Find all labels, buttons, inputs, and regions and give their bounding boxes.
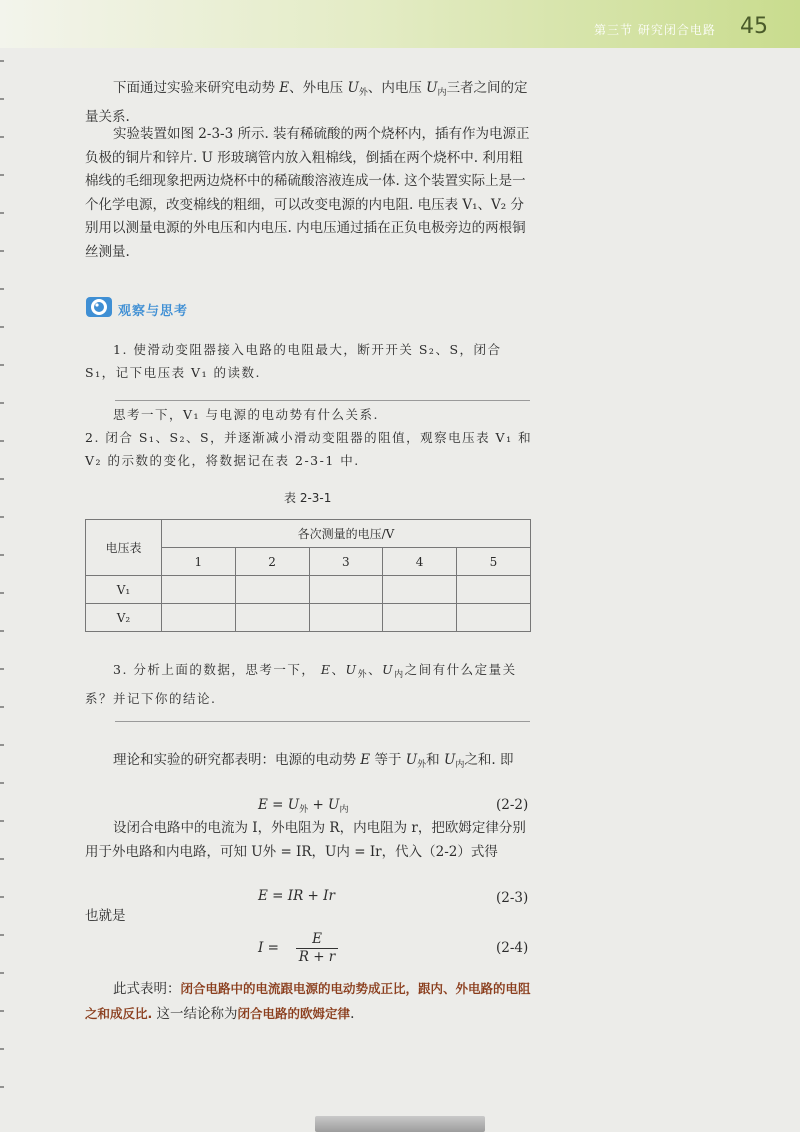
table-col-header: 2: [235, 548, 309, 576]
binding-edge: [0, 60, 4, 1100]
equation-2-3: E = IR + Ir: [258, 888, 335, 904]
table-col-header: 1: [162, 548, 236, 576]
table-group-header: 各次测量的电压/V: [162, 520, 531, 548]
question-1: 1. 使滑动变阻器接入电路的电阻最大，断开开关 S₂、S，闭合 S₁，记下电压表 V₁ 的读数.: [85, 342, 502, 380]
fraction-numerator: E: [296, 931, 338, 949]
intro-paragraph-1: 下面通过实验来研究电动势 E、外电压 $U_外$、内电压 $U_内$三者之间的定量关系.: [85, 80, 528, 125]
equation-2-4-lhs: I =: [258, 940, 279, 956]
table-col-header: 5: [457, 548, 531, 576]
header-bar: [0, 0, 800, 48]
answer-line-2: [115, 721, 530, 722]
observe-icon: [86, 295, 114, 319]
answer-line-1: [115, 400, 530, 401]
intro-paragraph-2: 实验装置如图 2-3-3 所示. 装有稀硫酸的两个烧杯内，插有作为电源正负极的铜片和锌片. U 形玻璃管内放入粗棉线，倒插在两个烧杯中. 利用粗棉线的毛细现象把两边烧杯中的稀硫酸溶液连成一体. 这个装置实际上是一个化学电源，改变棉线的粗细，可以改变电源的内电阻. 电压表 V₁、V₂ 分别用以测量电源的外电压和内电压. 内电压通过插在正负电极旁边的两根铜丝测量.: [85, 126, 530, 260]
equation-number: (2-2): [496, 797, 529, 813]
equation-2-4-fraction: [296, 931, 338, 965]
table-title: 表 2-3-1: [284, 491, 332, 505]
section-title: 第三节 研究闭合电路: [594, 23, 716, 37]
row-label: V₂: [86, 604, 162, 632]
observe-title: 观察与思考: [118, 304, 189, 319]
page-number: 45: [740, 14, 768, 39]
table-row: [86, 576, 531, 604]
equation-number: (2-4): [496, 940, 529, 956]
table-corner: 电压表: [86, 520, 162, 576]
table-col-header: 4: [383, 548, 457, 576]
equation-number: (2-3): [496, 890, 529, 906]
question-3: 3. 分析上面的数据，思考一下， E、$U_外$、$U_内$之间有什么定量关系？并记下你的结论.: [85, 662, 517, 706]
row-label: V₁: [86, 576, 162, 604]
data-table: [85, 519, 531, 632]
fraction-denominator: R + r: [298, 949, 336, 965]
footer-tab: [315, 1116, 485, 1132]
table-col-header: 3: [309, 548, 383, 576]
table-row: [86, 604, 531, 632]
equation-2-2: $E = U_外 + U_内$: [258, 797, 349, 815]
question-2: 思考一下，V₁ 与电源的电动势有什么关系. 2. 闭合 S₁、S₂、S，并逐渐减小滑动变阻器的阻值，观察电压表 V₁ 和 V₂ 的示数的变化，将数据记在表 2-3-1 中.: [85, 407, 533, 468]
conclusion-paragraph: 此式表明：闭合电路中的电流跟电源的电动势成正比，跟内、外电路的电阻之和成反比. 这一结论称为闭合电路的欧姆定律.: [85, 981, 531, 1022]
that-is-label: 也就是: [85, 908, 126, 924]
derivation-paragraph: 设闭合电路中的电流为 I，外电阻为 R，内电阻为 r，把欧姆定律分别用于外电路和内电路，可知 U外 = IR，U内 = Ir，代入（2-2）式得: [85, 820, 526, 860]
theory-paragraph: 理论和实验的研究都表明：电源的电动势 E 等于 $U_外$和 $U_内$之和. 即: [113, 752, 514, 770]
